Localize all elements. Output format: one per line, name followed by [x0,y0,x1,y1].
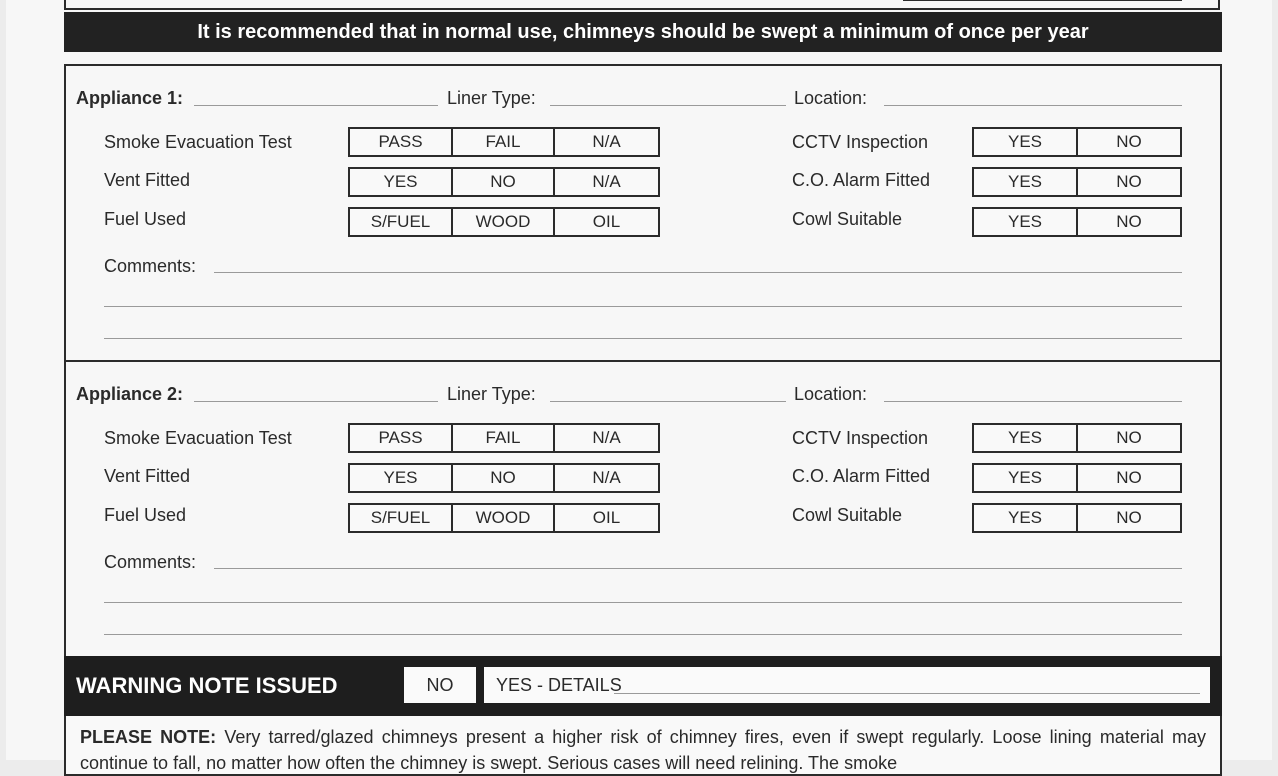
fuel-sfuel-box[interactable]: S/FUEL [348,503,453,533]
fuel-oil-box[interactable]: OIL [553,207,660,237]
previous-section-bottom [64,0,1220,10]
warning-no-box[interactable]: NO [404,667,476,703]
comments-line-3[interactable] [104,338,1182,339]
fuel-wood-box[interactable]: WOOD [451,503,555,533]
co-alarm-options [972,167,1182,197]
cowl-no-box[interactable]: NO [1076,207,1182,237]
appliance-2-section [64,360,1222,658]
cctv-label: CCTV Inspection [792,428,929,448]
appliance-name-line[interactable] [194,401,438,402]
cctv-yes-box[interactable]: YES [972,423,1078,453]
cowl-label: Cowl Suitable [792,209,903,229]
cowl-label: Cowl Suitable [792,505,903,525]
smoke-test-options [348,423,660,453]
sweep-recommendation-banner: It is recommended that in normal use, chimneys should be swept a minimum of once per year [64,12,1222,52]
vent-na-box[interactable]: N/A [553,167,660,197]
co-alarm-yes-box[interactable]: YES [972,167,1078,197]
vent-fitted-options [348,167,660,197]
liner-type-label: Liner Type: [447,88,536,108]
fuel-used-label: Fuel Used [104,209,187,229]
comments-label: Comments: [104,256,197,276]
vent-fitted-label: Vent Fitted [104,466,191,486]
cctv-options [972,127,1182,157]
co-alarm-no-box[interactable]: NO [1076,463,1182,493]
smoke-test-pass-box[interactable]: PASS [348,423,453,453]
location-label: Location: [794,384,868,404]
smoke-test-fail-box[interactable]: FAIL [451,423,555,453]
location-line[interactable] [884,401,1182,402]
comments-line-2[interactable] [104,306,1182,307]
vent-fitted-options [348,463,660,493]
vent-no-box[interactable]: NO [451,167,555,197]
location-line[interactable] [884,105,1182,106]
comments-label: Comments: [104,552,197,572]
please-note-box [64,716,1222,776]
warning-yes-details-box[interactable] [484,667,1210,703]
smoke-test-na-box[interactable]: N/A [553,127,660,157]
comments-line-1[interactable] [214,568,1182,569]
please-note-label: PLEASE NOTE: [80,727,217,747]
smoke-test-na-box[interactable]: N/A [553,423,660,453]
appliance-1-section [64,64,1222,362]
cowl-yes-box[interactable]: YES [972,503,1078,533]
vent-na-box[interactable]: N/A [553,463,660,493]
appliance-title: Appliance 1: [76,88,184,108]
warning-note-title: WARNING NOTE ISSUED [76,673,338,698]
co-alarm-label: C.O. Alarm Fitted [792,466,931,486]
co-alarm-no-box[interactable]: NO [1076,167,1182,197]
smoke-test-pass-box[interactable]: PASS [348,127,453,157]
cctv-no-box[interactable]: NO [1076,127,1182,157]
warning-details-line[interactable] [614,693,1200,694]
warning-note-bar [64,656,1222,716]
smoke-test-options [348,127,660,157]
please-note-text: Very tarred/glazed chimneys present a higher risk of chimney fires, even if swept regularly. Loose lining material may continue to fall, no matter how often the chimney is swept. Serious cases will need relining. The smoke [80,727,1206,773]
fuel-wood-box[interactable]: WOOD [451,207,555,237]
appliance-title: Appliance 2: [76,384,184,404]
fuel-used-label: Fuel Used [104,505,187,525]
cowl-options [972,503,1182,533]
cowl-yes-box[interactable]: YES [972,207,1078,237]
liner-type-line[interactable] [550,401,786,402]
co-alarm-label: C.O. Alarm Fitted [792,170,931,190]
vent-fitted-label: Vent Fitted [104,170,191,190]
cowl-no-box[interactable]: NO [1076,503,1182,533]
comments-line-2[interactable] [104,602,1182,603]
smoke-test-label: Smoke Evacuation Test [104,428,292,448]
cctv-no-box[interactable]: NO [1076,423,1182,453]
location-label: Location: [794,88,868,108]
appliance-name-line[interactable] [194,105,438,106]
comments-line-3[interactable] [104,634,1182,635]
cctv-options [972,423,1182,453]
liner-type-label: Liner Type: [447,384,536,404]
smoke-test-fail-box[interactable]: FAIL [451,127,555,157]
fuel-used-options [348,503,660,533]
co-alarm-yes-box[interactable]: YES [972,463,1078,493]
fuel-used-options [348,207,660,237]
fuel-sfuel-box[interactable]: S/FUEL [348,207,453,237]
form-page [6,0,1272,773]
co-alarm-options [972,463,1182,493]
fuel-oil-box[interactable]: OIL [553,503,660,533]
cowl-options [972,207,1182,237]
liner-type-line[interactable] [550,105,786,106]
vent-no-box[interactable]: NO [451,463,555,493]
comments-line-1[interactable] [214,272,1182,273]
vent-yes-box[interactable]: YES [348,167,453,197]
warning-yes-label: YES - DETAILS [496,675,622,695]
cctv-yes-box[interactable]: YES [972,127,1078,157]
smoke-test-label: Smoke Evacuation Test [104,132,292,152]
cctv-label: CCTV Inspection [792,132,929,152]
vent-yes-box[interactable]: YES [348,463,453,493]
previous-field-box [903,0,1182,1]
